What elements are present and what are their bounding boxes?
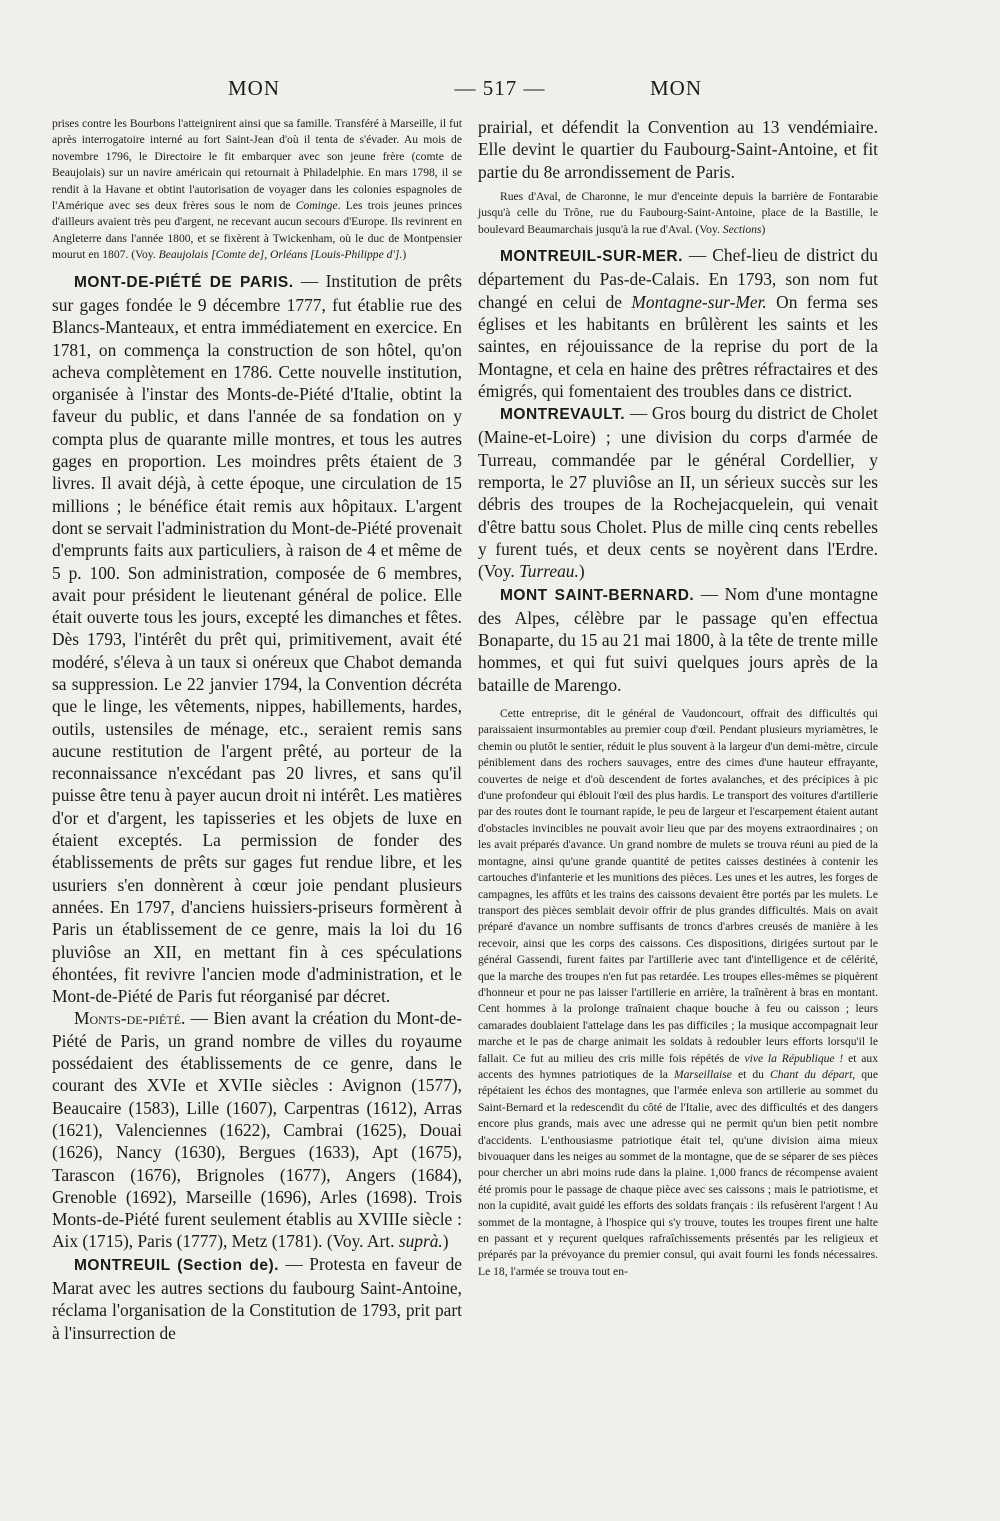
vaudoncourt-quote: Cette entreprise, dit le général de Vaudoncourt, offrait des difficultés qui paraissaient insurmontables au premier coup d'œil. Pendant plusieurs myriamètres, le chemin ou plutôt le sentier, réduit le plus souvent à la largeur d'un demi-mètre, circule péniblement dans des rochers sauvages, entre des cimes d'une hauteur effrayante, couvertes de neige et d'où descendent de fortes avalanches, et des précipices à pic d'une profondeur qui éblouit l'œil des plus hardis. Le transport des voitures d'artillerie par des routes dont le tournant rapide, le peu de largeur et l'escarpement étaient autant d'obstacles invincibles ne pouvait avoir lieu que par des moyens extraordinaires ; on les avait préparés d'avance. Un grand nombre de mulets se trouva réuni au pied de la montagne, ainsi qu'une grande quantité de petites caisses destinées à contenir les cartouches d'infanterie et les munitions des pièces. Les unes et les autres, les forges de campagnes, les affûts et les trains des caissons devaient être portés par les mulets. Le transport des pièces semblait devoir offrir de plus grandes difficultés. Mais on avait préparé d'avance un nombre suffisants de troncs d'arbres creusés de manière à les recevoir, ainsi que les corps des caissons. Ces dispositions, dirigées surtout par le général Gassendi, furent faites par l'artillerie avec tant d'intelligence et de célérité, que la marche des troupes n'en fut pas retardée. Les troupes elles-mêmes se piquèrent d'honneur et pour ne pas laisser l'artillerie en arrière, la traînèrent à bras en montant. Cent hommes à la prolonge traînaient chaque bouche à feu ou caisson ; leurs camarades doublaient l'attelage dans les pas difficiles ; la musique accompagnait leur marche et le pas de charge animait les soldats à redoubler leurs efforts lorsqu'il le fallait. Ce fut au milieu des cris mille fois répétés de vive la République ! et aux accents des hymnes patriotiques de la Marseillaise et du Chant du départ, que répétaient les échos des montagnes, que l'armée enleva son artillerie au sommet du Saint-Bernard et la redescendit du côté de l'Italie, avec des difficultés et des dangers encore plus grands, mais avec une adresse qui ne permit qu'un bien petit nombre d'accidents. L'enthousiasme patriotique était tel, qu'une division aima mieux bivouaquer dans les neiges au sommet de la montagne, que de se séparer de ses pièces pour chercher un abri moins rude dans la plaine. 1,000 francs de récompense avaient été promis pour le passage de chaque pièce avec ses caissons ; mais le patriotisme, et non la cupidité, avait guidé les efforts des soldats français : ils refusèrent l'argent ! Au sommet de la montagne, à l'hospice qui s'y trouve, toutes les troupes firent une halte en passant et y reçurent quelques rafraîchissements présentés par les religieux et préparés par la prévoyance du premier consul, qui avait fourni les fonds nécessaires. Le 18, l'armée se trouva tout en- — [478, 707, 878, 1278]
entry-title: MONTREVAULT. — [500, 406, 626, 424]
montreuil-continuation: prairial, et défendit la Convention au 13 vendémiaire. Elle devint le quartier du Faubourg-Saint-Antoine, et fit partie du 8e arrondissement de Paris. — [478, 117, 878, 182]
page-header — [62, 76, 938, 102]
running-head-left: MON — [228, 76, 281, 100]
montpensier-continuation: prises contre les Bourbons l'atteignirent ainsi que sa famille. Transféré à Marseille, il fut après interrogatoire interné au fort Saint-Jean d'où il tenta de s'évader. Au mois de novembre 1796, le Directoire le fit embarquer avec son jeune frère (comte de Beaujolais) sur un navire américain qui retournait à Philadelphie. En mars 1798, il se rendit à la Havane et obtint l'autorisation de voyager dans les colonies espagnoles de l'Amérique avec ses deux frères sous le nom de Cominge. Les trois jeunes princes d'ailleurs avaient très peu d'argent, ne recevant aucun secours d'Europe. Ils revinrent en Angleterre dans l'année 1800, et se fixèrent à Twickenham, où le duc de Montpensier mourut en 1807. (Voy. Beaujolais [Comte de], Orléans [Louis-Philippe d'].) — [52, 117, 462, 262]
entry-montrevault: MONTREVAULT. — Gros bourg du district de Cholet (Maine-et-Loire) ; une division du corps d'armée de Turreau, commandée par le général Cordellier, y remporta, le 27 pluviôse an II, un sérieux succès sur les débris des troupes de la Rochejacquelein, qui venait d'être battu sous Cholet. Plus de mille cinq cents rebelles y furent tués, et deux cents se noyèrent dans l'Erdre. (Voy. Turreau.) — [478, 403, 878, 582]
entry-title: MONT-DE-PIÉTÉ DE PARIS. — [74, 273, 294, 291]
entry-title: Monts-de-piété. — [74, 1008, 186, 1029]
entry-title: MONTREUIL (Section de). — [74, 1256, 279, 1274]
left-column — [52, 116, 462, 1344]
right-column — [478, 116, 878, 1280]
entry-monts-de-piete: Monts-de-piété. — Bien avant la création du Mont-de-Piété de Paris, un grand nombre de villes du royaume possédaient des établissements de ce genre, dans le courant des XVIe et XVIIe siècles : Avignon (1577), Beaucaire (1583), Lille (1607), Carpentras (1612), Arras (1621), Valenciennes (1622), Cambrai (1625), Douai (1626), Nancy (1630), Bergues (1633), Apt (1675), Tarascon (1676), Brignoles (1677), Angers (1684), Grenoble (1692), Marseille (1696), Arles (1698). Trois Monts-de-Piété furent seulement établis au XVIIIe siècle : Aix (1715), Paris (1777), Metz (1781). (Voy. Art. suprà.) — [52, 1008, 462, 1252]
entry-montreuil: MONTREUIL (Section de). — Protesta en faveur de Marat avec les autres sections du faubourg Saint-Antoine, réclama l'organisation de la Constitution de 1793, prit part à l'insurrection de — [52, 1253, 462, 1343]
entry-title: MONTREUIL-SUR-MER. — [500, 248, 683, 266]
entry-mont-saint-bernard: MONT SAINT-BERNARD. — Nom d'une montagne des Alpes, célèbre par le passage qu'en effectua Bonaparte, du 15 au 21 mai 1800, à la tête de trente mille hommes, et qui fut suivi quelques jours après de la bataille de Marengo. — [478, 583, 878, 695]
montreuil-streets: Rues d'Aval, de Charonne, le mur d'enceinte depuis la barrière de Fontarabie jusqu'à celle du Trône, rue du Faubourg-Saint-Antoine, place de la Bastille, le boulevard Beaumarchais jusqu'à la rue d'Aval. (Voy. Sections) — [478, 189, 878, 236]
entry-title: MONT SAINT-BERNARD. — [500, 586, 695, 604]
entry-mont-de-piete: MONT-DE-PIÉTÉ DE PARIS. — Institution de prêts sur gages fondée le 9 décembre 1777, fut établie rue des Blancs-Manteaux, et entra immédiatement en exercice. En 1781, on commença la construction de son hôtel, qu'on acheva complètement en 1786. Cette nouvelle institution, organisée à l'instar des Monts-de-Piété d'Italie, obtint la faveur du public, et dans l'année de sa fondation on y compta plus de quarante mille montres, et tous les autres gages en proportion. Les moindres prêts étaient de 3 livres. Il avait déjà, à cette époque, une circulation de 15 millions ; le bénéfice était remis aux hôpitaux. L'argent dont se servait l'administration du Mont-de-Piété provenait d'emprunts faits aux particuliers, à raison de 4 et même de 5 p. 100. Son administration, composée de 6 membres, avait pour président le lieutenant général de police. Elle était ouverte tous les jours, excepté les dimanches et fêtes. Dès 1793, l'intérêt du prêt qui, primitivement, avait été modéré, s'éleva à un taux si onéreux que Chabot demanda sa suppression. Le 22 janvier 1794, la Convention décréta que le linge, les vêtements, nippes, habillements, hardes, outils, ustensiles de ménage, etc., seraient remis sans aucune restitution de l'argent prêté, au porteur de la reconnaissance n'excédant pas 20 livres, et sans qu'il puisse être tenu à payer aucun droit ni intérêt. Les matières d'or et d'argent, les tapisseries et les objets de luxe en étaient exceptés. La permission de fonder des établissements de prêts sur gages fut rendue libre, et les usuriers s'en donnèrent à cœur joie pendant plusieurs années. En 1797, d'anciens huissiers-priseurs formèrent à Paris un établissement de ce genre, mais la loi du 16 pluviôse an XII, en mettant fin à ces spéculations éhontées, fit revivre l'ancien mode d'administration, et le Mont-de-Piété de Paris fut réorganisé par décret. — [52, 270, 462, 1007]
page-number: — 517 — — [454, 76, 546, 100]
running-head-right: MON — [650, 76, 703, 100]
entry-montreuil-sur-mer: MONTREUIL-SUR-MER. — Chef-lieu de district du département du Pas-de-Calais. En 1793, son nom fut changé en celui de Montagne-sur-Mer. On ferma ses églises et les habitants en brûlèrent les saints et les saintes, en réjouissance de la reprise du port de la Montagne, et cela en haine des prêtres réfractaires et des émigrés, qui fomentaient des troubles dans ce district. — [478, 245, 878, 401]
